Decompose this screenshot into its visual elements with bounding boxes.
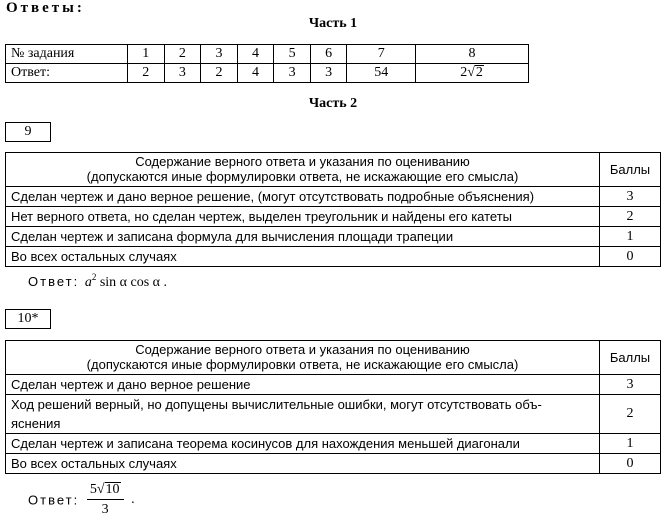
task-number-cell: 7 — [347, 45, 416, 64]
criteria-header-line2: (допускаются иные формулировки ответа, не искажающие его смысла) — [86, 357, 519, 372]
answer-row-label: Ответ: — [6, 64, 128, 83]
answer-label: Ответ: — [28, 492, 80, 508]
sqrt-sign: √ — [467, 65, 475, 80]
task-number-row — [6, 45, 529, 64]
points-header: Баллы — [600, 153, 661, 187]
criteria-header-row — [6, 153, 661, 187]
task-number-cell: 6 — [310, 45, 347, 64]
task9-number-box: 9 — [5, 122, 51, 142]
criteria-header-line2: (допускаются иные формулировки ответа, не искажающие его смысла) — [86, 169, 519, 184]
criteria-text-line1: Ход решений верный, но допущены вычислительные ошибки, могут отсутствовать объ- — [11, 397, 542, 412]
task10-answer — [28, 482, 135, 518]
task-number-cell: 4 — [237, 45, 274, 64]
answer-cell: 54 — [347, 64, 416, 83]
criteria-text: Сделан чертеж и дано верное решение, (могут отсутствовать подробные объяснения) — [6, 187, 600, 207]
answer-fraction — [87, 482, 124, 518]
answer-exponent: 2 — [91, 272, 97, 282]
fraction-denominator: 3 — [101, 502, 109, 517]
task9-answer — [28, 272, 167, 291]
criteria-points: 1 — [600, 434, 661, 454]
criteria-points: 3 — [600, 375, 661, 395]
answer-cell: 2 — [128, 64, 165, 83]
answer-rest: sin α cos α . — [96, 275, 167, 290]
answer-cell: 3 — [310, 64, 347, 83]
answer-label: Ответ: — [28, 274, 80, 289]
criteria-row — [6, 375, 661, 395]
criteria-text: Сделан чертеж и записана формула для вычисления площади трапеции — [6, 227, 600, 247]
criteria-text: Нет верного ответа, но сделан чертеж, выделен треугольник и найдены его катеты — [6, 207, 600, 227]
criteria-text: Сделан чертеж и дано верное решение — [6, 375, 600, 395]
criteria-points: 0 — [600, 247, 661, 267]
fraction-numerator — [87, 482, 124, 500]
criteria-text: Во всех остальных случаях — [6, 247, 600, 267]
answer-base: a — [84, 275, 92, 290]
criteria-text-line2: яснения — [11, 416, 61, 431]
numerator-coefficient: 5 — [89, 482, 97, 497]
criteria-row — [6, 454, 661, 474]
part1-title: Часть 1 — [308, 16, 358, 31]
criteria-header-line1: Содержание верного ответа и указания по оцениванию — [135, 154, 470, 169]
answer-tail: . — [131, 492, 135, 507]
criteria-row — [6, 227, 661, 247]
criteria-header — [6, 153, 600, 187]
criteria-text: Сделан чертеж и записана теорема косинусов для нахождения меньшей диагонали — [6, 434, 600, 454]
criteria-text-multiline — [6, 395, 600, 434]
criteria-points: 1 — [600, 227, 661, 247]
points-header: Баллы — [600, 341, 661, 375]
criteria-points: 2 — [600, 207, 661, 227]
task-number-cell: 2 — [164, 45, 201, 64]
task10-number-box: 10* — [5, 309, 51, 329]
answer-row — [6, 64, 529, 83]
sqrt-sign: √ — [96, 482, 105, 497]
task-number-cell: 8 — [416, 45, 529, 64]
criteria-row — [6, 247, 661, 267]
criteria-row — [6, 434, 661, 454]
page-heading: Ответы: — [6, 0, 85, 16]
answer8-radicand: 2 — [475, 65, 483, 80]
task-number-cell: 3 — [201, 45, 238, 64]
part1-answers-table — [5, 44, 529, 83]
answer-cell: 3 — [164, 64, 201, 83]
criteria-points: 3 — [600, 187, 661, 207]
task9-criteria-table — [5, 152, 661, 267]
criteria-row — [6, 207, 661, 227]
criteria-header-line1: Содержание верного ответа и указания по оцениванию — [135, 342, 470, 357]
answer-formula — [84, 272, 167, 290]
criteria-row — [6, 395, 661, 434]
criteria-points: 0 — [600, 454, 661, 474]
part2-title: Часть 2 — [308, 96, 358, 111]
answer-cell-8 — [416, 64, 529, 83]
criteria-header-row — [6, 341, 661, 375]
answer8-coefficient: 2 — [460, 65, 468, 80]
task10-criteria-table — [5, 340, 661, 474]
task-number-cell: 5 — [274, 45, 311, 64]
answer-cell: 4 — [237, 64, 274, 83]
criteria-text: Во всех остальных случаях — [6, 454, 600, 474]
numerator-radicand: 10 — [105, 482, 120, 497]
answer-cell: 3 — [274, 64, 311, 83]
criteria-points: 2 — [600, 395, 661, 434]
task-number-cell: 1 — [128, 45, 165, 64]
criteria-header — [6, 341, 600, 375]
criteria-row — [6, 187, 661, 207]
task-number-row-label: № задания — [6, 45, 128, 64]
answer-cell: 2 — [201, 64, 238, 83]
